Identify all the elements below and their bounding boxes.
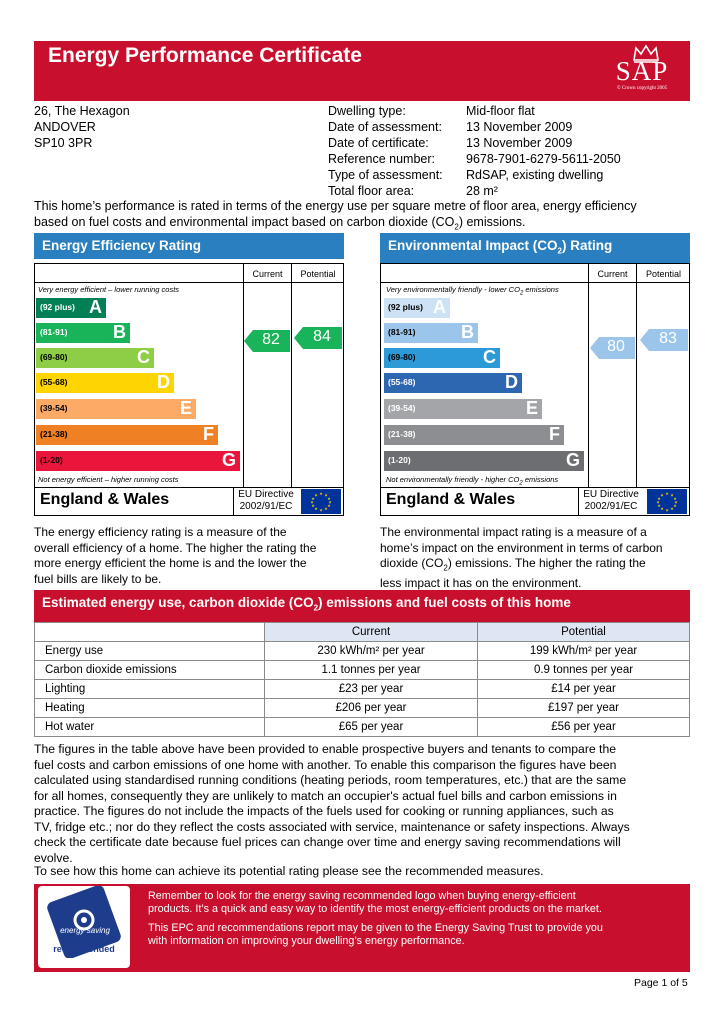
explanation-text: [34, 742, 704, 866]
table-header-row: [35, 623, 690, 642]
subscript: 2: [443, 563, 448, 573]
table-row: [35, 661, 690, 680]
paragraph-line: for all homes, consequently they are unlikely to match an occupier's actual fuel bills and carbon emissions in: [34, 788, 617, 803]
desc-line: less impact it has on the environment.: [380, 575, 582, 590]
divider: [588, 263, 589, 487]
note-part: Not environmentally friendly - higher CO: [386, 475, 520, 484]
footer-line: This EPC and recommendations report may be given to the Energy Saving Trust to provide you: [148, 922, 603, 934]
address-block: [34, 103, 130, 151]
detail-label: Reference number:: [328, 152, 436, 166]
svg-text:★: ★: [327, 503, 331, 508]
current-rating: 82: [262, 331, 280, 348]
col-potential: Potential: [645, 269, 682, 279]
detail-value: 13 November 2009: [466, 120, 573, 134]
table-cell: Hot water: [35, 718, 265, 737]
band-letter: D: [157, 372, 170, 392]
table-cell: Carbon dioxide emissions: [35, 661, 265, 680]
table-cell: £14 per year: [478, 680, 690, 699]
col-current: Current: [252, 269, 283, 279]
svg-text:★: ★: [310, 499, 314, 505]
svg-text:★: ★: [670, 492, 674, 498]
svg-text:★: ★: [657, 503, 661, 508]
intro-text: [34, 198, 694, 236]
table-header: Potential: [478, 623, 690, 642]
subscript: 2: [519, 290, 524, 297]
divider: [233, 487, 234, 516]
table-header-empty: [35, 623, 265, 642]
divider: [34, 282, 344, 283]
paragraph-line: evolve.: [34, 850, 73, 865]
band-range: (81-91): [40, 327, 68, 337]
band-letter: F: [203, 424, 214, 444]
table-cell: £23 per year: [265, 680, 478, 699]
efficiency-description: [34, 525, 354, 587]
environment-heading: [380, 233, 690, 265]
page-title: Energy Performance Certificate: [48, 44, 362, 67]
table-cell: Heating: [35, 699, 265, 718]
region-label: England & Wales: [40, 491, 170, 508]
footer-line: Remember to look for the energy saving recommended logo when buying energy-efficient: [148, 890, 576, 902]
svg-text:★: ★: [314, 506, 318, 511]
band-range: (1-20): [40, 455, 63, 465]
divider: [636, 263, 637, 487]
table-cell: Energy use: [35, 642, 265, 661]
eu-line: EU Directive: [238, 489, 294, 500]
eu-flag-icon: [301, 489, 341, 514]
svg-text:★: ★: [673, 503, 677, 508]
detail-row: [328, 183, 658, 199]
band-c: [384, 348, 500, 368]
band-g: [36, 451, 240, 471]
svg-text:★: ★: [673, 496, 677, 501]
sap-copyright: © Crown copyright 2005: [616, 86, 668, 91]
eu-line: EU Directive: [583, 489, 639, 500]
detail-value: Mid-floor flat: [466, 104, 535, 118]
table-row: [35, 718, 690, 737]
note-part: Very environmentally friendly - lower CO: [386, 285, 520, 294]
detail-label: Total floor area:: [328, 184, 415, 198]
heading-part: ) Rating: [561, 238, 613, 253]
table-row: [35, 642, 690, 661]
top-note: [386, 285, 559, 297]
band-range: (39-54): [388, 403, 416, 413]
band-range: (69-80): [388, 352, 416, 362]
bottom-note: [386, 475, 558, 487]
band-range: (55-68): [388, 377, 416, 387]
band-range: (92 plus): [40, 302, 75, 312]
certification-mark: Certification mark: [62, 960, 105, 966]
environment-description: [380, 525, 700, 591]
band-letter: B: [461, 322, 474, 342]
divider: [380, 282, 690, 283]
band-letter: C: [137, 347, 150, 367]
detail-value: 13 November 2009: [466, 136, 573, 150]
col-current: Current: [597, 269, 628, 279]
desc-line: The energy efficiency rating is a measure of the: [34, 525, 287, 539]
eu-directive: [235, 489, 297, 513]
detail-row: [328, 135, 658, 151]
note-part: emissions: [523, 285, 559, 294]
svg-text:★: ★: [328, 499, 332, 505]
heading-part: ) emissions and fuel costs of this home: [318, 595, 571, 610]
logo-top-text: energy saving: [60, 926, 110, 935]
band-f: [36, 425, 218, 445]
band-letter: F: [549, 424, 560, 444]
table-cell: £56 per year: [478, 718, 690, 737]
detail-row: [328, 119, 658, 135]
energy-saving-logo: [38, 886, 130, 968]
intro-line: This home’s performance is rated in terms of the energy use per square metre of floor area, energy efficiency: [34, 199, 637, 213]
desc-line: The environmental impact rating is a measure of a: [380, 525, 647, 539]
band-letter: C: [483, 347, 496, 367]
intro-text-part: ) emissions.: [458, 215, 526, 229]
address-line: ANDOVER: [34, 120, 96, 134]
desc-part: ) emissions. The higher the rating the: [447, 556, 646, 570]
subscript: 2: [313, 603, 319, 613]
divider: [380, 487, 690, 488]
desc-line: [380, 556, 700, 576]
band-a: [384, 298, 450, 318]
band-c: [36, 348, 154, 368]
footer-line: products. It’s a quick and easy way to identify the most energy-efficient products on the market.: [148, 903, 602, 915]
desc-line: home’s impact on the environment in terms of carbon: [380, 540, 663, 555]
note-part: emissions: [522, 475, 559, 484]
table-cell: 199 kWh/m² per year: [478, 642, 690, 661]
band-range: (21-38): [40, 429, 68, 439]
band-d: [36, 373, 174, 393]
band-letter: G: [221, 450, 236, 470]
bottom-note: Not energy efficient – higher running costs: [38, 475, 179, 484]
current-rating: 80: [607, 338, 625, 355]
band-range: (21-38): [388, 429, 416, 439]
band-f: [384, 425, 564, 445]
divider: [291, 263, 292, 487]
desc-line: more energy efficient the home is and the lower the: [34, 556, 307, 570]
band-letter: D: [505, 372, 518, 392]
band-letter: B: [113, 322, 126, 342]
address-line: SP10 3PR: [34, 136, 93, 150]
detail-row: [328, 167, 658, 183]
band-range: (81-91): [388, 327, 416, 337]
heading-part: Estimated energy use, carbon dioxide (CO: [42, 595, 314, 610]
desc-part: dioxide (CO: [380, 556, 444, 570]
svg-text:★: ★: [327, 496, 331, 501]
page-number: Page 1 of 5: [634, 977, 688, 989]
paragraph-line: fuel costs and carbon emissions of one home with another. To enable this comparison the figures have been: [34, 757, 617, 772]
svg-text:★: ★: [656, 499, 660, 505]
band-d: [384, 373, 522, 393]
table-cell: Lighting: [35, 680, 265, 699]
detail-label: Date of assessment:: [328, 120, 442, 134]
band-letter: E: [525, 398, 538, 418]
band-b: [384, 323, 478, 343]
svg-text:★: ★: [674, 499, 678, 505]
col-potential: Potential: [300, 269, 336, 279]
region-label: England & Wales: [386, 491, 516, 508]
band-range: (55-68): [40, 377, 68, 387]
svg-text:★: ★: [665, 491, 669, 496]
see-how-text: To see how this home can achieve its potential rating please see the recommended measures.: [34, 864, 544, 878]
sap-logo: [604, 46, 680, 92]
desc-line: fuel bills are likely to be.: [34, 571, 162, 586]
svg-text:★: ★: [311, 503, 315, 508]
potential-rating: 84: [313, 328, 331, 345]
band-e: [384, 399, 542, 419]
svg-text:★: ★: [665, 507, 669, 513]
svg-text:★: ★: [660, 506, 664, 511]
band-letter: A: [433, 297, 446, 317]
table-header: Current: [265, 623, 478, 642]
table-cell: £197 per year: [478, 699, 690, 718]
paragraph-line: calculated using standardised running conditions (heating periods, room temperatures, etc.) that are the same: [34, 773, 627, 787]
band-range: (1-20): [388, 455, 411, 465]
address-line: 26, The Hexagon: [34, 104, 130, 118]
svg-text:★: ★: [657, 496, 661, 501]
detail-row: [328, 103, 658, 119]
band-b: [36, 323, 130, 343]
usage-table: [34, 622, 690, 737]
svg-text:★: ★: [314, 492, 318, 498]
subscript: 2: [519, 480, 523, 487]
sap-logo-text: SAP: [615, 56, 669, 86]
desc-line: overall efficiency of a home. The higher the rating the: [34, 540, 317, 555]
subscript: 2: [557, 246, 562, 256]
efficiency-heading: Energy Efficiency Rating: [34, 233, 344, 259]
footer-line: with information on improving your dwelling’s energy performance.: [148, 935, 465, 947]
paragraph-line: check the certificate date because fuel prices can change over time and energy saving recommendations will: [34, 835, 621, 849]
eu-line: 2002/91/EC: [239, 501, 293, 512]
table-cell: 1.1 tonnes per year: [265, 661, 478, 680]
eu-flag-icon: [647, 489, 687, 514]
usage-heading: [34, 590, 690, 622]
svg-text:★: ★: [660, 492, 664, 498]
band-letter: A: [89, 297, 102, 317]
svg-text:★: ★: [670, 506, 674, 511]
top-note: Very energy efficient – lower running costs: [38, 285, 180, 294]
table-row: [35, 680, 690, 699]
band-range: (69-80): [40, 352, 68, 362]
svg-text:★: ★: [324, 506, 328, 511]
svg-text:★: ★: [319, 507, 323, 513]
divider: [34, 487, 344, 488]
table-cell: 230 kWh/m² per year: [265, 642, 478, 661]
table-cell: £206 per year: [265, 699, 478, 718]
paragraph-line: TV, fridge etc.; nor do they reflect the costs associated with service, maintenance or safety inspections. Always: [34, 819, 630, 834]
detail-value: 28 m²: [466, 184, 498, 198]
table-cell: 0.9 tonnes per year: [478, 661, 690, 680]
eu-line: 2002/91/EC: [584, 501, 638, 512]
detail-label: Date of certificate:: [328, 136, 429, 150]
svg-text:★: ★: [324, 492, 328, 498]
band-letter: G: [565, 450, 580, 470]
detail-label: Type of assessment:: [328, 168, 443, 182]
divider: [578, 487, 579, 516]
band-letter: E: [179, 398, 192, 418]
band-a: [36, 298, 106, 318]
subscript: 2: [454, 222, 459, 232]
footer-text: [148, 890, 688, 948]
potential-rating: 83: [659, 330, 677, 347]
heading-part: Environmental Impact (CO: [388, 238, 558, 253]
details-block: [328, 103, 658, 199]
svg-text:★: ★: [319, 491, 323, 496]
detail-value: RdSAP, existing dwelling: [466, 168, 604, 182]
paragraph-line: The figures in the table above have been provided to enable prospective buyers and tenants to compare the: [34, 742, 617, 756]
logo-bottom-text: recommended: [53, 944, 115, 954]
detail-row: [328, 151, 658, 167]
detail-value: 9678-7901-6279-5611-2050: [466, 152, 621, 166]
divider: [243, 263, 244, 487]
intro-text-part: based on fuel costs and environmental impact based on carbon dioxide (CO: [34, 215, 455, 229]
band-g: [384, 451, 584, 471]
paragraph-line: practice. The figures do not include the impacts of the fuels used for cooking or running appliances, such as: [34, 804, 614, 818]
band-range: (92 plus): [388, 302, 423, 312]
svg-text:★: ★: [311, 496, 315, 501]
detail-label: Dwelling type:: [328, 104, 406, 118]
band-range: (39-54): [40, 403, 68, 413]
eu-directive: [580, 489, 642, 513]
band-e: [36, 399, 196, 419]
table-cell: £65 per year: [265, 718, 478, 737]
table-row: [35, 699, 690, 718]
